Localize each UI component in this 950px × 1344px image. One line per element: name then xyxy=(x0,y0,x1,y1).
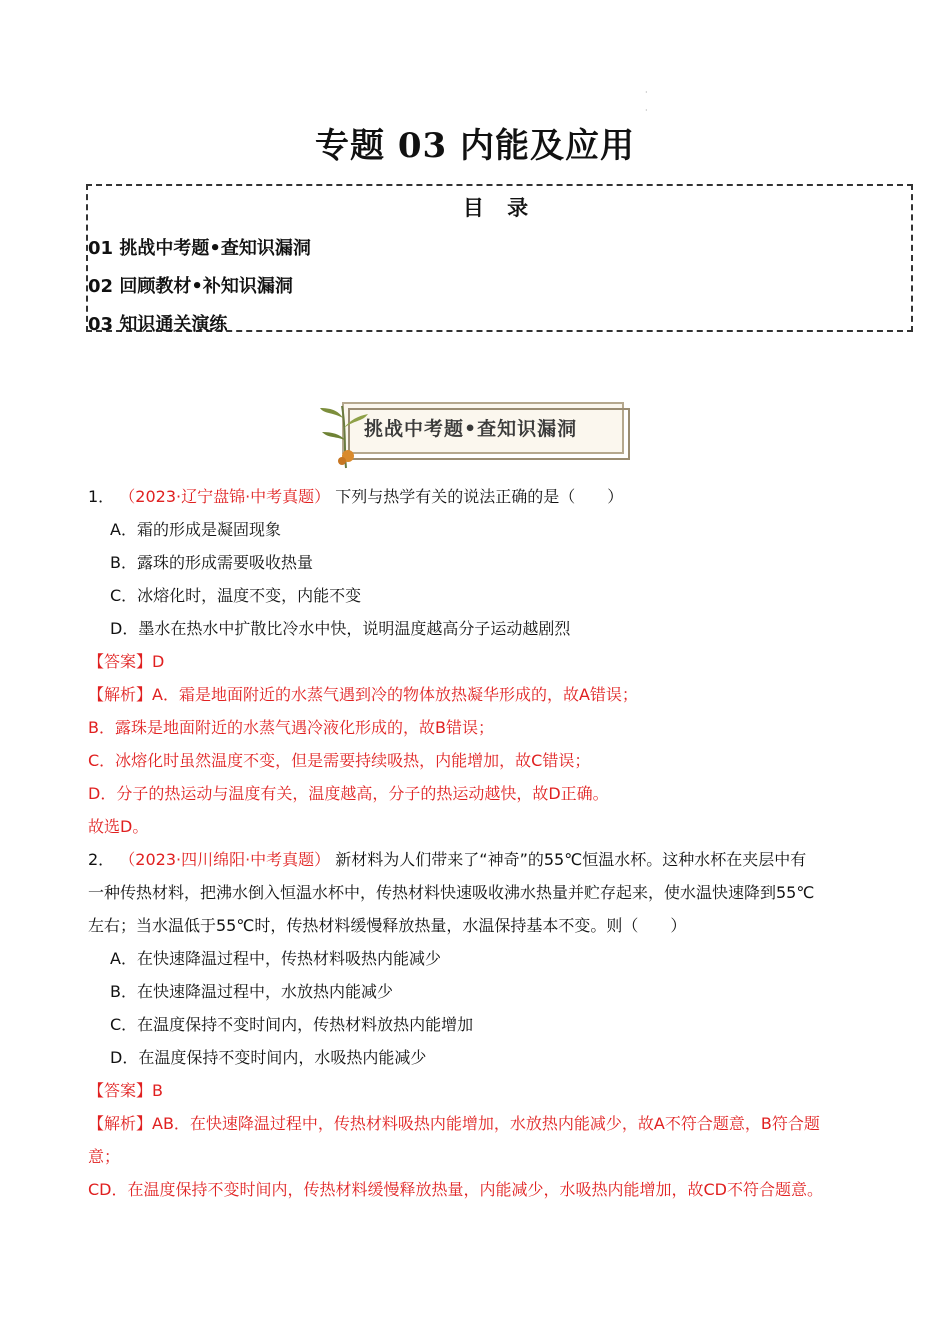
question-2-option-c[interactable]: C．在温度保持不变时间内，传热材料放热内能增加 xyxy=(110,1015,474,1034)
question-2-analysis-line: 【解析】AB．在快速降温过程中，传热材料吸热内能增加，水放热内能减少，故A不符合题意，B符合题 xyxy=(88,1114,820,1133)
question-2-option-d[interactable]: D．在温度保持不变时间内，水吸热内能减少 xyxy=(110,1048,427,1067)
section-banner xyxy=(316,398,628,468)
page-title: 专题 03 内能及应用 xyxy=(314,126,635,166)
toc-item-03[interactable]: 03 知识通关演练 xyxy=(88,314,228,335)
question-2-stem: 2． （2023·四川绵阳·中考真题） 新材料为人们带来了“神奇”的55℃恒温水杯。这种水杯在夹层中有 xyxy=(88,850,807,869)
question-1-analysis-line: C．冰熔化时虽然温度不变，但是需要持续吸热，内能增加，故C错误； xyxy=(88,751,591,770)
banner-label: 挑战中考题•查知识漏洞 xyxy=(364,418,578,440)
question-2-answer: 【答案】B xyxy=(88,1081,163,1100)
question-1-analysis-line: D．分子的热运动与温度有关，温度越高，分子的热运动越快，故D正确。 xyxy=(88,784,609,803)
toc-item-02[interactable]: 02 回顾教材•补知识漏洞 xyxy=(88,276,293,297)
question-1-stem: 1． （2023·辽宁盘锦·中考真题） 下列与热学有关的说法正确的是（ ） xyxy=(88,487,624,506)
table-of-contents xyxy=(86,184,913,335)
question-2-analysis-line: CD．在温度保持不变时间内，传热材料缓慢释放热量，内能减少，水吸热内能增加，故CD不符合题意。 xyxy=(88,1180,823,1199)
question-1-analysis-line: 故选D。 xyxy=(88,817,149,836)
question-1-option-d[interactable]: D．墨水在热水中扩散比冷水中快，说明温度越高分子运动越剧烈 xyxy=(110,619,571,638)
question-2-analysis-line: 意； xyxy=(88,1147,121,1166)
toc-item-01[interactable]: 01 挑战中考题•查知识漏洞 xyxy=(88,238,311,259)
question-2-option-b[interactable]: B．在快速降温过程中，水放热内能减少 xyxy=(110,982,393,1001)
question-2-stem-line: 左右；当水温低于55℃时，传热材料缓慢释放热量，水温保持基本不变。则（ ） xyxy=(88,916,687,935)
question-1-option-a[interactable]: A．霜的形成是凝固现象 xyxy=(110,520,281,539)
question-2-stem-line: 一种传热材料，把沸水倒入恒温水杯中，传热材料快速吸收沸水热量并贮存起来，使水温快速降到55℃ xyxy=(88,883,815,902)
question-1-option-b[interactable]: B．露珠的形成需要吸收热量 xyxy=(110,553,313,572)
question-2-option-a[interactable]: A．在快速降温过程中，传热材料吸热内能减少 xyxy=(110,949,441,968)
toc-heading: 目 录 xyxy=(462,196,537,220)
question-1-analysis-line: 【解析】A．霜是地面附近的水蒸气遇到冷的物体放热凝华形成的，故A错误； xyxy=(88,685,638,704)
question-1-analysis-line: B．露珠是地面附近的水蒸气遇冷液化形成的，故B错误； xyxy=(88,718,494,737)
decorative-dots: · · xyxy=(645,88,648,115)
question-1-answer: 【答案】D xyxy=(88,652,165,671)
question-1-option-c[interactable]: C．冰熔化时，温度不变，内能不变 xyxy=(110,586,362,605)
